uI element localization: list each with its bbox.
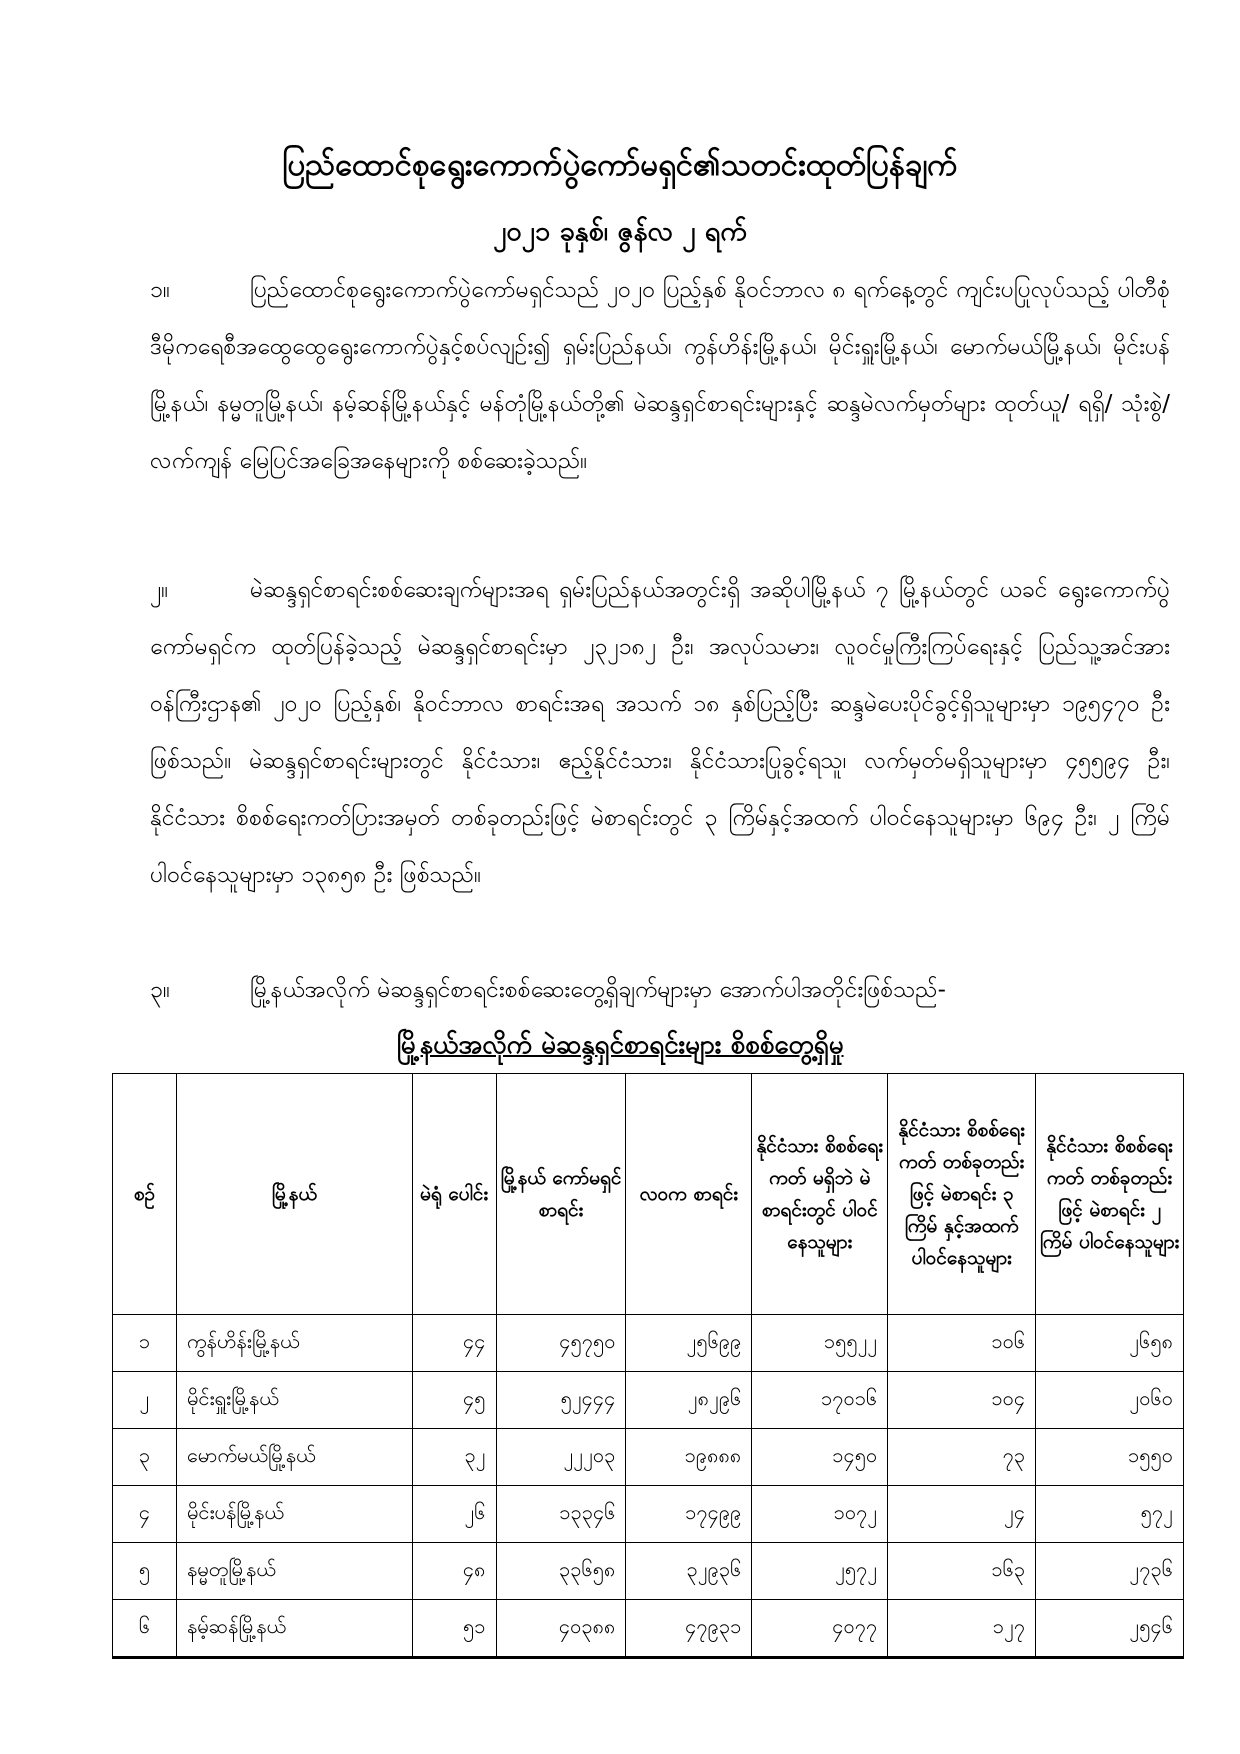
paragraph-number: ၃။ <box>150 977 170 1003</box>
paragraph-text: ပြည်ထောင်စုရွေးကောက်ပွဲကော်မရှင်သည် ၂၀၂၀ ပြည့်နှစ် နိုဝင်ဘာလ ၈ ရက်နေ့တွင် ကျင်းပပြုလုပ်သည့် ပါတီစုံဒီမိုကရေစီအထွေထွေရွေးကောက်ပွဲနှင့်စပ်လျဉ်း၍ ရှမ်းပြည်နယ်၊ ကွန်ဟိန်းမြို့နယ်၊ မိုင်းရှူးမြို့နယ်၊ မောက်မယ်မြို့နယ်၊ မိုင်းပန်မြို့နယ်၊ နမ္မတူမြို့နယ်၊ နမ့်ဆန်မြို့နယ်နှင့် မန်တုံမြို့နယ်တို့၏ မဲဆန္ဒရှင်စာရင်းများနှင့် ဆန္ဒမဲလက်မှတ်များ ထုတ်ယူ/ ရရှိ/ သုံးစွဲ/ လက်ကျန် မြေပြင်အခြေအနေများကို စစ်ဆေးခဲ့သည်။ <box>150 277 1170 474</box>
cell-no-id-card: ၁၇၀၁၆ <box>752 1372 888 1429</box>
cell-serial: ၆ <box>113 1600 177 1658</box>
cell-polling-stations: ၄၄ <box>412 1315 496 1372</box>
cell-serial: ၅ <box>113 1543 177 1600</box>
cell-polling-stations: ၄၅ <box>412 1372 496 1429</box>
table-row <box>113 1600 1184 1658</box>
cell-township: မိုင်းပန်မြို့နယ် <box>176 1486 412 1543</box>
cell-three-or-more: ၁၂၇ <box>888 1600 1036 1658</box>
cell-serial: ၂ <box>113 1372 177 1429</box>
header-township: မြို့နယ် <box>176 1074 412 1315</box>
cell-three-or-more: ၁၀၄ <box>888 1372 1036 1429</box>
cell-twice: ၂၆၅၈ <box>1036 1315 1184 1372</box>
paragraph-text: မဲဆန္ဒရှင်စာရင်းစစ်ဆေးချက်များအရ ရှမ်းပြည်နယ်အတွင်းရှိ အဆိုပါမြို့နယ် ၇ မြို့နယ်တွင် ယခင် ရွေးကောက်ပွဲကော်မရှင်က ထုတ်ပြန်ခဲ့သည့် မဲဆန္ဒရှင်စာရင်းမှာ ၂၃၂၁၈၂ ဦး၊ အလုပ်သမား၊ လူဝင်မှုကြီးကြပ်ရေးနှင့် ပြည်သူ့အင်အားဝန်ကြီးဌာန၏ ၂၀၂၀ ပြည့်နှစ်၊ နိုဝင်ဘာလ စာရင်းအရ အသက် ၁၈ နှစ်ပြည့်ပြီး ဆန္ဒမဲပေးပိုင်ခွင့်ရှိသူများမှာ ၁၉၅၄၇၀ ဦး ဖြစ်သည်။ မဲဆန္ဒရှင်စာရင်းများတွင် နိုင်ငံသား၊ ဧည့်နိုင်ငံသား၊ နိုင်ငံသားပြုခွင့်ရသူ၊ လက်မှတ်မရှိသူများမှာ ၄၅၅၉၄ ဦး၊ နိုင်ငံသား စိစစ်ရေးကတ်ပြားအမှတ် တစ်ခုတည်းဖြင့် မဲစာရင်းတွင် ၃ ကြိမ်နှင့်အထက် ပါဝင်နေသူများမှာ ၆၉၄ ဦး၊ ၂ ကြိမ် ပါဝင်နေသူများမှာ ၁၃၈၅၈ ဦး ဖြစ်သည်။ <box>150 577 1170 888</box>
table-row <box>113 1372 1184 1429</box>
header-no-id-card: နိုင်ငံသား စိစစ်ရေးကတ် မရှိဘဲ မဲစာရင်းတွင် ပါဝင်နေသူများ <box>752 1074 888 1315</box>
cell-polling-stations: ၂၆ <box>412 1486 496 1543</box>
paragraph-1 <box>150 262 1170 490</box>
cell-twice: ၂၀၆၀ <box>1036 1372 1184 1429</box>
cell-polling-stations: ၅၁ <box>412 1600 496 1658</box>
header-polling-stations: မဲရုံ ပေါင်း <box>412 1074 496 1315</box>
paragraph-2 <box>150 562 1170 904</box>
header-serial: စဉ် <box>113 1074 177 1315</box>
cell-twice: ၅၇၂ <box>1036 1486 1184 1543</box>
paragraph-number: ၁။ <box>150 277 170 303</box>
header-commission-list: မြို့နယ် ကော်မရှင် စာရင်း <box>496 1074 626 1315</box>
cell-township: နမ့်ဆန်မြို့နယ် <box>176 1600 412 1658</box>
cell-commission-list: ၄၅၇၅၀ <box>496 1315 626 1372</box>
table-row <box>113 1315 1184 1372</box>
table-row <box>113 1429 1184 1486</box>
paragraph-number: ၂။ <box>150 577 169 603</box>
header-twice: နိုင်ငံသား စိစစ်ရေးကတ် တစ်ခုတည်းဖြင့် မဲစာရင်း ၂ ကြိမ် ပါဝင်နေသူများ <box>1036 1074 1184 1315</box>
cell-no-id-card: ၁၀၇၂ <box>752 1486 888 1543</box>
cell-commission-list: ၂၂၂၀၃ <box>496 1429 626 1486</box>
cell-immigration-list: ၁၉၈၈၈ <box>626 1429 752 1486</box>
cell-twice: ၂၇၃၆ <box>1036 1543 1184 1600</box>
header-immigration-list: လဝက စာရင်း <box>626 1074 752 1315</box>
cell-three-or-more: ၇၃ <box>888 1429 1036 1486</box>
cell-township: ကွန်ဟိန်းမြို့နယ် <box>176 1315 412 1372</box>
cell-commission-list: ၅၂၄၄၄ <box>496 1372 626 1429</box>
cell-serial: ၃ <box>113 1429 177 1486</box>
document-date: ၂၀၂၁ ခုနှစ်၊ ဇွန်လ ၂ ရက် <box>493 216 747 247</box>
township-voter-table <box>112 1073 1184 1659</box>
table-row <box>113 1486 1184 1543</box>
header-three-or-more: နိုင်ငံသား စိစစ်ရေးကတ် တစ်ခုတည်းဖြင့် မဲစာရင်း ၃ ကြိမ် နှင့်အထက် ပါဝင်နေသူများ <box>888 1074 1036 1315</box>
table-header-row <box>113 1074 1184 1315</box>
document-title: ပြည်ထောင်စုရွေးကောက်ပွဲကော်မရှင်၏သတင်းထုတ်ပြန်ချက် <box>282 147 958 183</box>
cell-polling-stations: ၄၈ <box>412 1543 496 1600</box>
cell-twice: ၁၅၅၀ <box>1036 1429 1184 1486</box>
cell-polling-stations: ၃၂ <box>412 1429 496 1486</box>
cell-twice: ၂၅၄၆ <box>1036 1600 1184 1658</box>
cell-three-or-more: ၁၆၃ <box>888 1543 1036 1600</box>
cell-no-id-card: ၁၄၅၀ <box>752 1429 888 1486</box>
cell-no-id-card: ၁၅၅၂၂ <box>752 1315 888 1372</box>
paragraph-text: မြို့နယ်အလိုက် မဲဆန္ဒရှင်စာရင်းစစ်ဆေးတွေ့ရှိချက်များမှာ အောက်ပါအတိုင်းဖြစ်သည်- <box>250 977 946 1003</box>
cell-immigration-list: ၂၈၂၉၆ <box>626 1372 752 1429</box>
cell-serial: ၄ <box>113 1486 177 1543</box>
paragraph-3 <box>150 962 1170 1019</box>
cell-commission-list: ၃၃၆၅၈ <box>496 1543 626 1600</box>
cell-three-or-more: ၁၀၆ <box>888 1315 1036 1372</box>
cell-township: မောက်မယ်မြို့နယ် <box>176 1429 412 1486</box>
table-title: မြို့နယ်အလိုက် မဲဆန္ဒရှင်စာရင်းများ စိစစ်တွေ့ရှိမှု <box>396 1030 844 1060</box>
cell-three-or-more: ၂၄ <box>888 1486 1036 1543</box>
cell-immigration-list: ၃၂၉၃၆ <box>626 1543 752 1600</box>
cell-serial: ၁ <box>113 1315 177 1372</box>
cell-commission-list: ၄၀၃၈၈ <box>496 1600 626 1658</box>
cell-township: နမ္မတူမြို့နယ် <box>176 1543 412 1600</box>
table-row <box>113 1543 1184 1600</box>
cell-township: မိုင်းရှူးမြို့နယ် <box>176 1372 412 1429</box>
cell-no-id-card: ၄၀၇၇ <box>752 1600 888 1658</box>
cell-immigration-list: ၂၅၆၉၉ <box>626 1315 752 1372</box>
cell-immigration-list: ၄၇၉၃၁ <box>626 1600 752 1658</box>
cell-no-id-card: ၂၅၇၂ <box>752 1543 888 1600</box>
cell-immigration-list: ၁၇၄၉၉ <box>626 1486 752 1543</box>
cell-commission-list: ၁၃၃၄၆ <box>496 1486 626 1543</box>
